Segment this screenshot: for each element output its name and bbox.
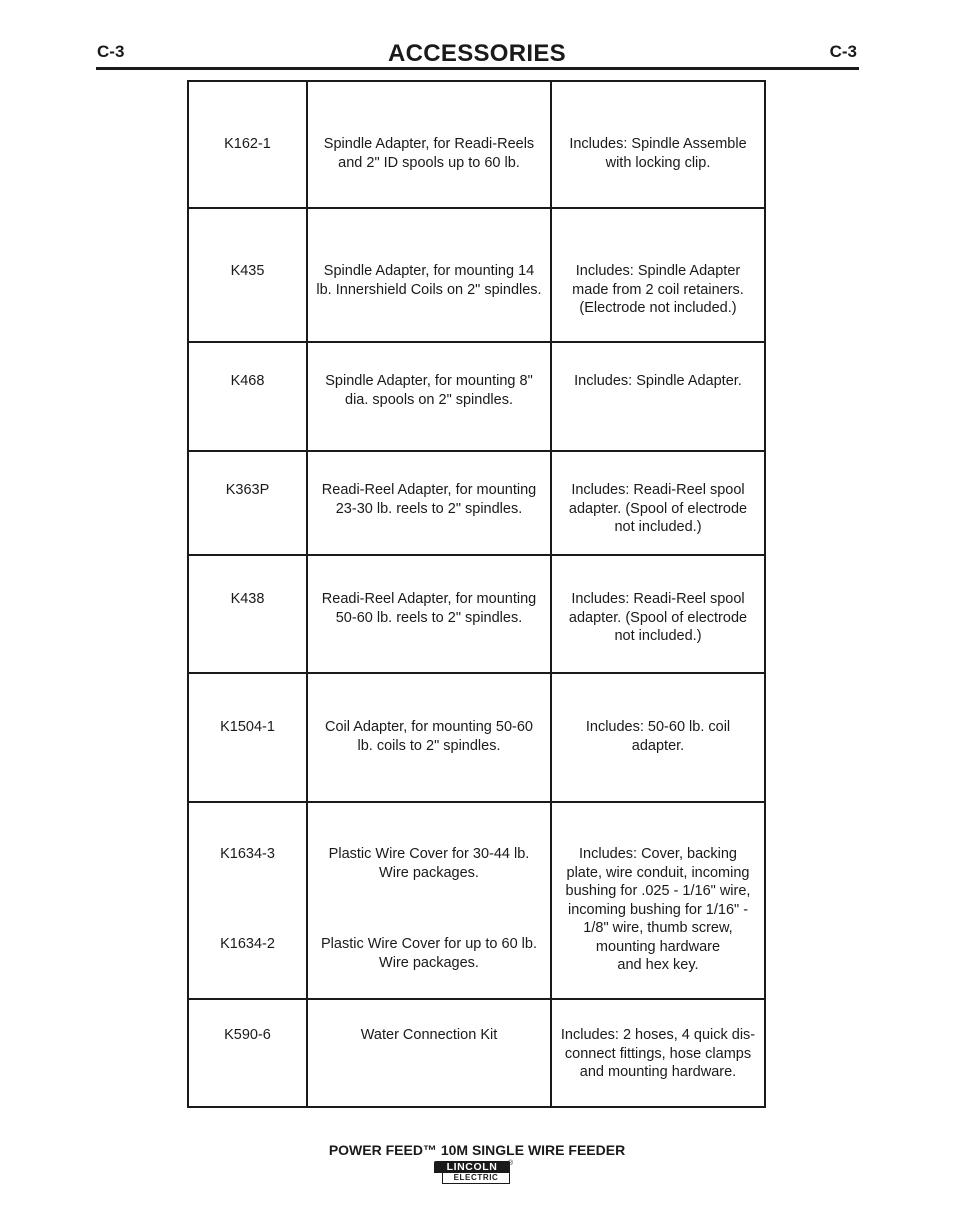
description: Spindle Adapter, for Readi-Reels and 2" ID spools up to 60 lb. [323,136,535,171]
table-row [189,82,764,209]
description: Plastic Wire Cover for 30-44 lb. Wire packages. [328,846,530,881]
table-row [189,209,764,343]
description: Water Connection Kit [360,1027,498,1043]
logo-bottom-text: ELECTRIC [442,1173,510,1184]
table-row [189,452,764,556]
table-row [189,1000,764,1106]
table-row [189,343,764,452]
description: Readi-Reel Adapter, for mounting 50-60 lb. reels to 2" spindles. [321,591,537,626]
section-code-left: C-3 [97,42,125,61]
includes: Includes: Spindle Adapter. [574,373,742,389]
table-row [189,803,764,1000]
part-number: K162-1 [224,136,271,152]
footer-product-title: POWER FEED™ 10M SINGLE WIRE FEEDER [328,1142,626,1158]
part-number: K363P [225,482,270,498]
description: Readi-Reel Adapter, for mounting 23-30 lb. reels to 2" spindles. [321,482,537,517]
header-rule [96,67,859,70]
part-number: K438 [230,591,265,607]
includes: Includes: 2 hoses, 4 quick dis- connect fittings, hose clamps and mounting hardware. [560,1027,756,1080]
description: Spindle Adapter, for mounting 14 lb. Innershield Coils on 2" spindles. [316,263,542,298]
includes: Includes: Cover, backing plate, wire conduit, incoming bushing for .025 - 1/16" wire, incoming bushing for 1/16" - 1/8" wire, thumb screw, mounting hardware and hex key. [565,846,751,973]
description: Coil Adapter, for mounting 50-60 lb. coils to 2" spindles. [325,719,533,754]
part-number: K468 [230,373,265,389]
section-code-right: C-3 [829,42,857,61]
page-title: ACCESSORIES [387,40,566,67]
logo-top-text: LINCOLN [434,1161,510,1173]
table-row [189,674,764,803]
lincoln-electric-logo [434,1160,513,1184]
includes: Includes: Spindle Adapter made from 2 coil retainers. (Electrode not included.) [572,263,744,316]
accessories-table [187,80,766,1108]
includes: Includes: Spindle Assemble with locking clip. [569,136,747,171]
part-number: K590-6 [224,1027,271,1043]
part-number: K435 [230,263,265,279]
part-number: K1634-3 [220,846,275,862]
includes: Includes: Readi-Reel spool adapter. (Spool of electrode not included.) [568,482,748,535]
includes: Includes: Readi-Reel spool adapter. (Spool of electrode not included.) [568,591,748,644]
description: Spindle Adapter, for mounting 8" dia. spools on 2" spindles. [325,373,533,408]
part-number: K1634-2 [220,936,275,952]
description: Plastic Wire Cover for up to 60 lb. Wire packages. [321,936,537,971]
includes: Includes: 50-60 lb. coil adapter. [585,719,731,754]
part-number: K1504-1 [220,719,275,735]
table-row [189,556,764,674]
registered-mark: ® [507,1160,513,1167]
